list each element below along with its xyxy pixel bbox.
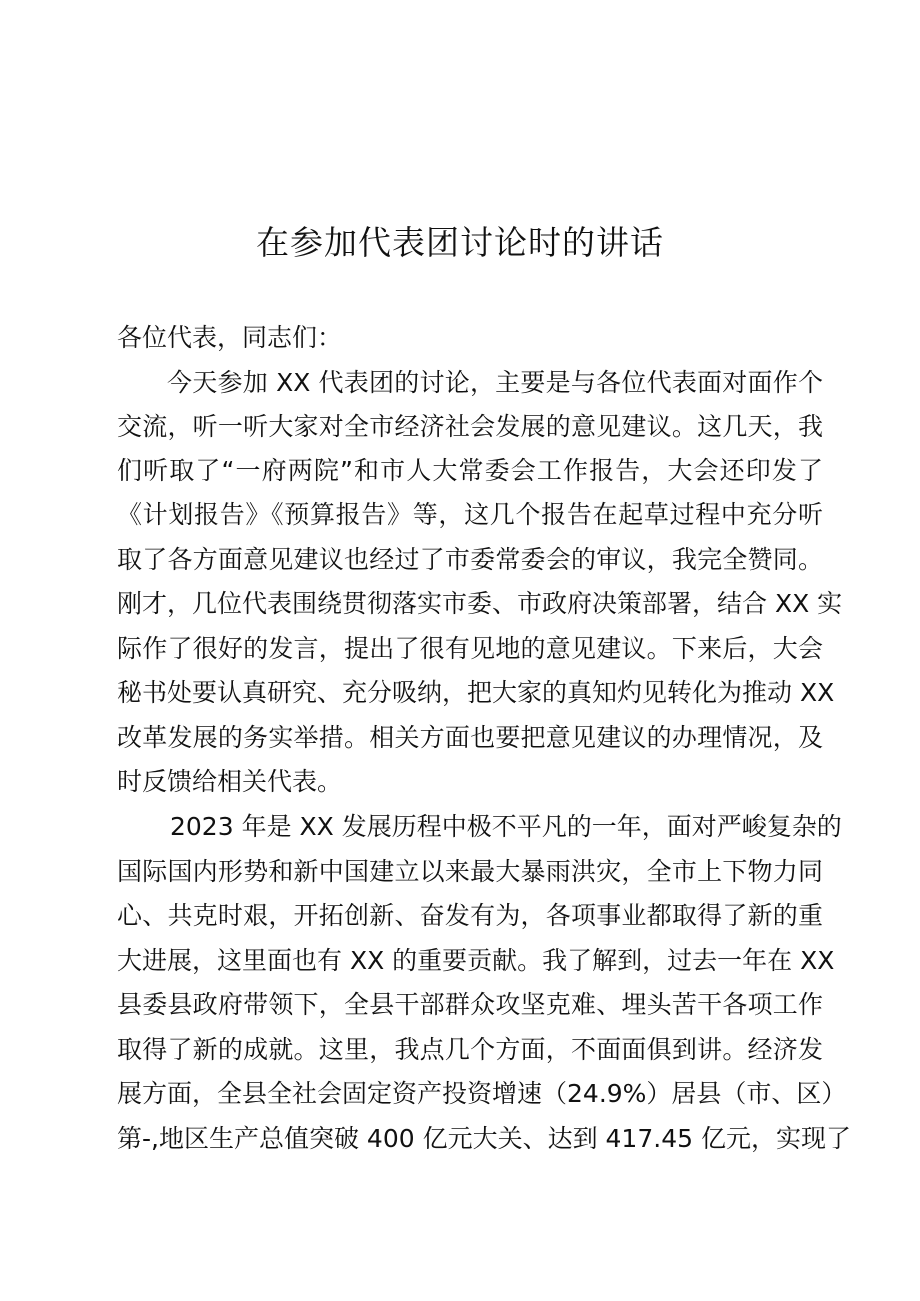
paragraph-line: 取了各方面意见建议也经过了市委常委会的审议，我完全赞同。 xyxy=(117,545,823,574)
paragraph-line: 际作了很好的发言，提出了很有见地的意见建议。下来后，大会 xyxy=(117,634,823,663)
paragraph-line: 时反馈给相关代表。 xyxy=(117,767,343,796)
document-title: 在参加代表团讨论时的讲话 xyxy=(256,223,664,262)
paragraph-line: 第-,地区生产总值突破 400 亿元大关、达到 417.45 亿元，实现了 xyxy=(117,1124,851,1153)
paragraph-line: 2023 年是 XX 发展历程中极不平凡的一年，面对严峻复杂的 xyxy=(170,812,842,841)
paragraph-line: 《计划报告》《预算报告》等，这几个报告在起草过程中充分听 xyxy=(117,500,823,529)
paragraph-line: 展方面，全县全社会固定资产投资增速（24.9%）居县（市、区） xyxy=(117,1079,847,1108)
paragraph-line: 改革发展的务实举措。相关方面也要把意见建议的办理情况，及 xyxy=(117,723,823,752)
paragraph-line: 取得了新的成就。这里，我点几个方面，不面面俱到讲。经济发 xyxy=(117,1035,823,1064)
paragraph-line: 们听取了“一府两院”和市人大常委会工作报告，大会还印发了 xyxy=(117,456,823,485)
paragraph-line: 刚才，几位代表围绕贯彻落实市委、市政府决策部署，结合 XX 实 xyxy=(117,589,843,618)
paragraph-line: 今天参加 XX 代表团的讨论，主要是与各位代表面对面作个 xyxy=(167,368,823,397)
paragraph-line: 国际国内形势和新中国建立以来最大暴雨洪灾，全市上下物力同 xyxy=(117,857,823,886)
paragraph-line: 交流，听一听大家对全市经济社会发展的意见建议。这几天，我 xyxy=(117,412,823,441)
paragraph-line: 大进展，这里面也有 XX 的重要贡献。我了解到，过去一年在 XX xyxy=(117,946,835,975)
salutation: 各位代表，同志们： xyxy=(117,323,343,352)
paragraph-line: 县委县政府带领下，全县干部群众攻坚克难、埋头苦干各项工作 xyxy=(117,990,823,1019)
paragraph-line: 秘书处要认真研究、充分吸纳，把大家的真知灼见转化为推动 XX xyxy=(117,678,835,707)
paragraph-line: 心、共克时艰，开拓创新、奋发有为，各项事业都取得了新的重 xyxy=(117,901,823,930)
